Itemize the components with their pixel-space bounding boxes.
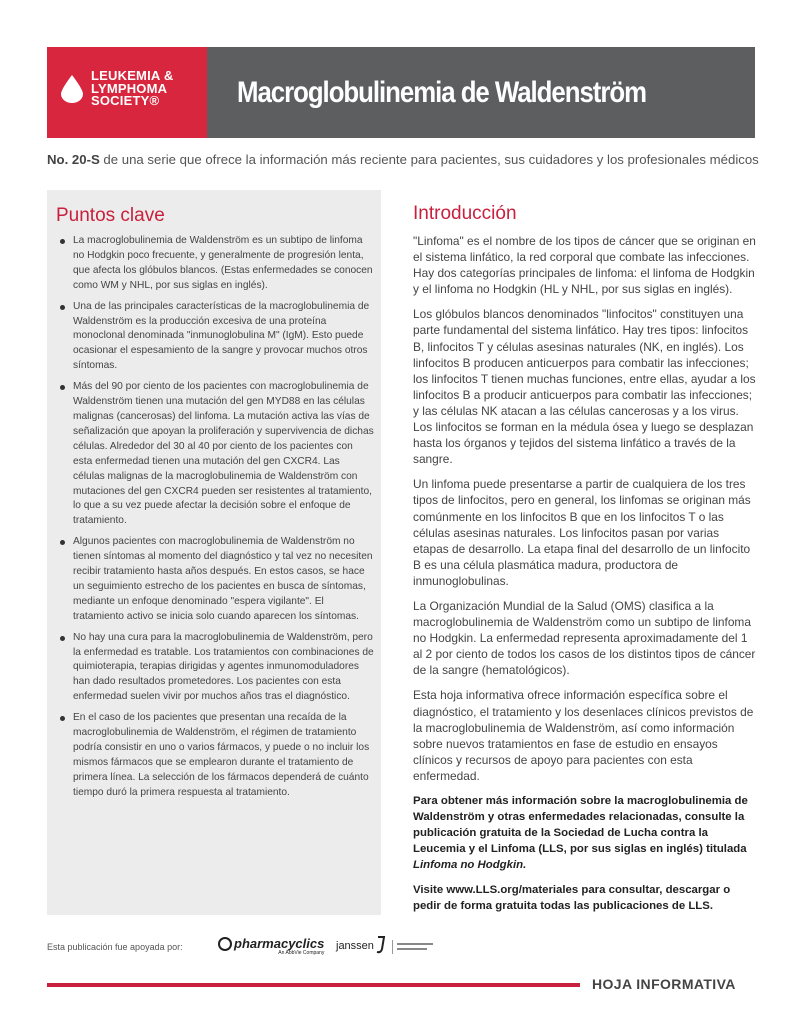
list-item: Algunos pacientes con macroglobulinemia de Waldenström no tienen síntomas al momento del diagnóstico y tal vez no necesiten recibir tratamiento hasta años después. En estos casos, se hace un seguimiento estrecho de los pacientes en busca de síntomas, mediante un enfoque denominado "espera vigilante". El tratamiento activo se inicia solo cuando aparecen los síntomas. <box>56 535 374 624</box>
introduction-section <box>413 203 758 923</box>
fact-sheet-label: HOJA INFORMATIVA <box>592 976 736 992</box>
footer-divider <box>47 983 580 987</box>
title-bar <box>207 47 755 138</box>
sponsor-name: pharmacyclics <box>234 936 325 951</box>
series-text: de una serie que ofrece la información más reciente para pacientes, sus cuidadores y los profesionales médicos <box>99 152 759 167</box>
page-title: Macroglobulinemia de Waldenström <box>237 75 646 109</box>
more-info-text <box>413 793 758 873</box>
intro-paragraph: "Linfoma" es el nombre de los tipos de cáncer que se originan en el sistema linfático, la red corporal que combate las infecciones. Hay dos categorías principales de linfoma: el linfoma de Hodgkin y el linfoma no Hodgkin (HL y NHL, por sus siglas en inglés). <box>413 234 756 297</box>
list-item: No hay una cura para la macroglobulinemia de Waldenström, pero la enfermedad es tratable. Los tratamientos con combinaciones de quimioterapia, terapias dirigidas y agentes inmunomoduladores han dado resultados prometedores. Los pacientes con esta enfermedad suelen vivir por muchos años tras el diagnóstico. <box>56 631 374 706</box>
intro-paragraph: La Organización Mundial de la Salud (OMS) clasifica a la macroglobulinemia de Waldenström como un subtipo de linfoma no Hodgkin. La enfermedad representa aproximadamente del 1 al 2 por ciento de todos los casos de los distintos tipos de cáncer de la sangre (hematológicos). <box>413 598 756 678</box>
lls-logo[interactable] <box>47 47 207 138</box>
header <box>47 47 755 138</box>
intro-paragraph: Los glóbulos blancos denominados "linfocitos" constituyen una parte fundamental del sistema linfático. Hay tres tipos: linfocitos B, linfocitos T y células asesinas naturales (NK, en inglés). Los linfocitos B producen anticuerpos para combatir las infecciones; los linfocitos T tienen muchas funciones, entre ellas, ayudar a los linfocitos B a producir anticuerpos para combatir las infecciones; y las células NK atacan a las células cancerosas y a los virus. Los linfocitos se forman en la médula ósea y luego se desplazan hasta los órganos y tejidos del sistema linfático a través de la sangre. <box>413 307 756 467</box>
johnson-logo <box>392 940 439 954</box>
visit-website-text[interactable]: Visite www.LLS.org/materiales para consultar, descargar o pedir de forma gratuita todas las publicaciones de LLS. <box>413 884 731 912</box>
pharmacyclics-icon <box>218 937 232 951</box>
series-number: No. 20-S <box>47 152 100 167</box>
key-points-box <box>47 190 381 915</box>
janssen-logo: janssen <box>336 940 374 952</box>
janssen-icon <box>376 936 386 954</box>
introduction-heading: Introducción <box>413 203 517 224</box>
key-points-heading: Puntos clave <box>56 205 165 226</box>
intro-paragraph: Esta hoja informativa ofrece información específica sobre el diagnóstico, el tratamiento y los desenlaces clínicos previstos de la macroglobulinemia de Waldenström, así como información sobre nuevos tratamientos en fase de estudio en ensayos clínicos y recursos de apoyo para pacientes con esta enfermedad. <box>413 688 754 783</box>
list-item: Una de las principales características de la macroglobulinemia de Waldenström es la producción excesiva de una proteína monoclonal denominada "inmunoglobulina M" (IgM). Esto puede ocasionar el espesamiento de la sangre y provocar muchos otros síntomas. <box>56 300 374 375</box>
list-item: La macroglobulinemia de Waldenström es un subtipo de linfoma no Hodgkin poco frecuente, y generalmente de progresión lenta, que afecta los glóbulos blancos. (Estas enfermedades se conocen como WM y NHL, por sus siglas en inglés). <box>56 234 374 294</box>
publication-title[interactable]: Linfoma no Hodgkin. <box>413 859 527 871</box>
list-item: Más del 90 por ciento de los pacientes con macroglobulinemia de Waldenström tienen una mutación del gen MYD88 en las células malignas (cancerosas) del linfoma. La mutación activa las vías de señalización que apoyan la proliferación y supervivencia de dichas células. Alrededor del 30 al 40 por ciento de los pacientes con esta enfermedad tienen una mutación del gen CXCR4. Las células malignas de la macroglobulinemia de Waldenström con mutaciones del gen CXCR4 pueden ser resistentes al tratamiento, lo que a su vez puede afectar la decisión sobre el enfoque de tratamiento. <box>56 380 374 529</box>
sponsor-subtitle: An AbbVie Company <box>278 950 325 956</box>
list-item: En el caso de los pacientes que presentan una recaída de la macroglobulinemia de Waldenström, el régimen de tratamiento podría consistir en uno o varios fármacos, y puede o no incluir los mismos fármacos que se emplearon durante el tratamiento de primera línea. La selección de los fármacos dependerá de cuánto tiempo duró la primera respuesta al tratamiento. <box>56 711 374 800</box>
series-line <box>47 152 759 167</box>
support-text: Esta publicación fue apoyada por: <box>47 942 183 952</box>
blood-drop-icon <box>61 75 83 103</box>
logo-text: LEUKEMIA & LYMPHOMA SOCIETY® <box>91 68 174 108</box>
pharmacyclics-logo <box>218 936 324 956</box>
intro-paragraph: Un linfoma puede presentarse a partir de cualquiera de los tres tipos de linfocitos, pero en general, los linfomas se originan más comúnmente en los linfocitos B que en los linfocitos T o las células asesinas naturales. Los linfocitos pasan por varias etapas de desarrollo. La etapa final del desarrollo de un linfocito B es una célula plasmática madura, productora de inmunoglobulinas. <box>413 477 751 588</box>
more-info-body: Para obtener más información sobre la macroglobulinemia de Waldenström y otras enfermedades relacionadas, consulte la publicación gratuita de la Sociedad de Lucha contra la Leucemia y el Linfoma (LLS, por sus siglas en inglés) titulada <box>413 795 748 855</box>
key-points-list <box>56 234 374 807</box>
